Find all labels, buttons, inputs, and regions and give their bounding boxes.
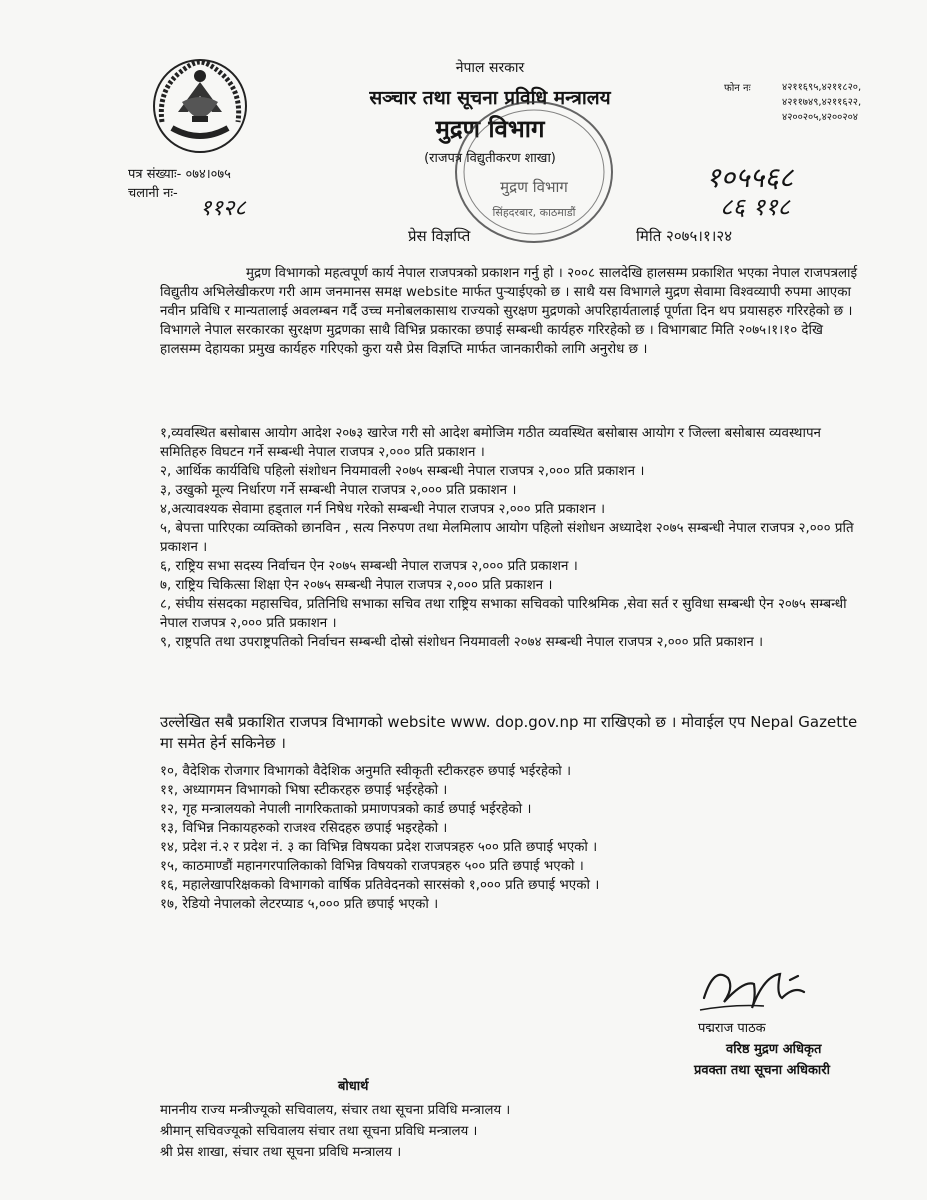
stamp-office-text: मुद्रण विभाग — [500, 178, 568, 196]
government-name: नेपाल सरकार — [455, 60, 525, 76]
list-item: ६, राष्ट्रिय सभा सदस्य निर्वाचन ऐन २०७५ सम्बन्धी नेपाल राजपत्र २,००० प्रति प्रकाशन । — [160, 559, 578, 574]
phone-number: ४२००२०५,४२००२०४ — [782, 112, 858, 123]
letter-number: पत्र संख्याः- ०७४।०७५ — [128, 167, 231, 182]
list-item: ८, संघीय संसदका महासचिव, प्रतिनिधि सभाका सचिव तथा राष्ट्रिय सभाका सचिवको पारिश्रमिक ,सेवा सर्त र सुविधा सम्बन्धी ऐन २०७५ सम्बन्धी नेपाल राजपत्र २,००० प्रति प्रकाशन । — [160, 597, 847, 631]
list-item: ३, उखुको मूल्य निर्धारण गर्ने सम्बन्धी नेपाल राजपत्र २,००० प्रति प्रकाशन । — [160, 483, 517, 498]
list-item: १०, वैदेशिक रोजगार विभागको वैदेशिक अनुमति स्वीकृती स्टीकरहरु छपाई भईरहेको । — [160, 764, 572, 779]
list-item: १,व्यवस्थित बसोबास आयोग आदेश २०७३ खारेज गरी सो आदेश बमोजिम गठीत व्यवस्थित बसोबास आयोग र जिल्ला बसोबास व्यवस्थापन समितिहरु विघटन गर्ने सम्बन्धी नेपाल राजपत्र २,००० प्रति प्रकाशन । — [160, 426, 821, 460]
signatory-name: पद्मराज पाठक — [698, 1021, 766, 1036]
signatory-block — [694, 1018, 830, 1081]
list-item: ४,अत्यावश्यक सेवामा हड्ताल गर्न निषेध गरेको सम्बन्धी नेपाल राजपत्र २,००० प्रति प्रकाशन । — [160, 502, 606, 517]
copy-recipient: श्री प्रेस शाखा, संचार तथा सूचना प्रविधि मन्त्रालय । — [160, 1145, 402, 1160]
list-item: १४, प्रदेश नं.२ र प्रदेश नं. ३ का विभिन्न विषयका प्रदेश राजपत्रहरु ५०० प्रति छपाई भएको । — [160, 840, 598, 855]
copies-heading: बोधार्थ — [338, 1079, 369, 1094]
office-stamp-icon — [452, 96, 616, 248]
intro-text: मुद्रण विभागको महत्वपूर्ण कार्य नेपाल राजपत्रको प्रकाशन गर्नु हो । २००८ सालदेखि हालसम्म प्रकाशित भएका नेपाल राजपत्रलाई विद्युतीय अभिलेखीकरण गरी आम जनमानस समक्ष website मार्फत पुऱ्याईएको छ । साथै यस विभागले मुद्रण सेवामा विश्वव्यापी रुपमा आएका नवीन प्रविधि र मान्यतालाई अवलम्बन गर्दै उच्च मनोबलकासाथ राज्यको सुरक्षण मुद्रणको अपरिहार्यतालाई पूर्णता दिन थप प्रयासहरु गरिरहेको छ । विभागले नेपाल सरकारका सुरक्षण मुद्रणका साथै विभिन्न प्रकारका छपाई सम्बन्धी कार्यहरु गरिरहेको छ । विभागबाट मिति २०७५।१।१० देखि हालसम्म देहायका प्रमुख कार्यहरु गरिएको कुरा यसै प्रेस विज्ञप्ति मार्फत जानकारीको लागि अनुरोध छ । — [160, 266, 858, 357]
publication-list — [160, 424, 858, 652]
list-item: १५, काठमाण्डौं महानगरपालिकाको विभिन्न विषयको राजपत्रहरु ५०० प्रति छपाई भएको । — [160, 859, 584, 874]
signature-icon — [694, 958, 828, 1018]
signatory-post: वरिष्ठ मुद्रण अधिकृत — [726, 1042, 822, 1057]
stamp-location-text: सिंहदरबार, काठमाडौं — [492, 206, 576, 219]
list-item: १६, महालेखापरिक्षकको विभागको वार्षिक प्रतिवेदनको सारसंको १,००० प्रति छपाई भएको । — [160, 878, 600, 893]
list-item: १२, गृह मन्त्रालयको नेपाली नागरिकताको प्रमाणपत्रको कार्ड छपाई भईरहेको । — [160, 802, 532, 817]
receipt-note-handwritten: ८६ ११८ — [720, 193, 791, 221]
phone-number: ४२११६९५,४२११८२०, — [782, 82, 862, 93]
website-note — [160, 712, 858, 754]
phone-label: फोन नः — [724, 83, 751, 94]
ministry-name: सञ्चार तथा सूचना प्रविधि मन्त्रालय — [369, 87, 611, 109]
notice-date: मिति २०७५।१।२४ — [636, 227, 733, 245]
signatory-role: प्रवक्ता तथा सूचना अधिकारी — [694, 1063, 830, 1078]
phone-numbers — [782, 80, 922, 125]
list-item: १३, विभिन्न निकायहरुको राजश्व रसिदहरु छपाई भइरहेको । — [160, 821, 448, 836]
list-item: १७, रेडियो नेपालको लेटरप्याड ५,००० प्रति छपाई भएको । — [160, 897, 439, 912]
intro-paragraph — [160, 264, 858, 359]
list-item: ११, अध्यागमन विभागको भिषा स्टीकरहरु छपाई भईरहेको । — [160, 783, 448, 798]
nepal-emblem-icon — [148, 52, 252, 156]
press-release-title: प्रेस विज्ञप्ति — [408, 227, 471, 245]
dispatch-label: चलानी नः- — [128, 186, 178, 201]
phone-number: ४२११७४९,४२११६२२, — [782, 97, 862, 108]
copies-list — [160, 1100, 510, 1163]
dispatch-number-handwritten: ११२८ — [200, 196, 246, 221]
list-item: ५, बेपत्ता पारिएका व्यक्तिको छानविन , सत्य निरुपण तथा मेलमिलाप आयोग पहिलो संशोधन अध्यादेश २०७५ सम्बन्धी नेपाल राजपत्र २,००० प्रति प्रकाशन । — [160, 521, 854, 555]
department-name: मुद्रण विभाग — [435, 115, 545, 143]
section-name: (राजपत्र विद्युतीकरण शाखा) — [424, 151, 556, 166]
list-item: ९, राष्ट्रपति तथा उपराष्ट्रपतिको निर्वाचन सम्बन्धी दोस्रो संशोधन नियमावली २०७४ सम्बन्धी नेपाल राजपत्र २,००० प्रति प्रकाशन । — [160, 635, 764, 650]
list-item: ७, राष्ट्रिय चिकित्सा शिक्षा ऐन २०७५ सम्बन्धी नेपाल राजपत्र २,००० प्रति प्रकाशन । — [160, 578, 553, 593]
printing-list — [160, 762, 858, 914]
receipt-number-handwritten: १०५५६८ — [706, 161, 794, 194]
website-note-text: उल्लेखित सबै प्रकाशित राजपत्र विभागको website www. dop.gov.np मा राखिएको छ । मोवाईल एप Nepal Gazette मा समेत हेर्न सकिनेछ । — [160, 713, 858, 752]
copy-recipient: श्रीमान् सचिवज्यूको सचिवालय संचार तथा सूचना प्रविधि मन्त्रालय । — [160, 1124, 478, 1139]
list-item: २, आर्थिक कार्यविधि पहिलो संशोधन नियमावली २०७५ सम्बन्धी नेपाल राजपत्र २,००० प्रति प्रकाशन । — [160, 464, 645, 479]
copy-recipient: माननीय राज्य मन्त्रीज्यूको सचिवालय, संचार तथा सूचना प्रविधि मन्त्रालय । — [160, 1103, 511, 1118]
